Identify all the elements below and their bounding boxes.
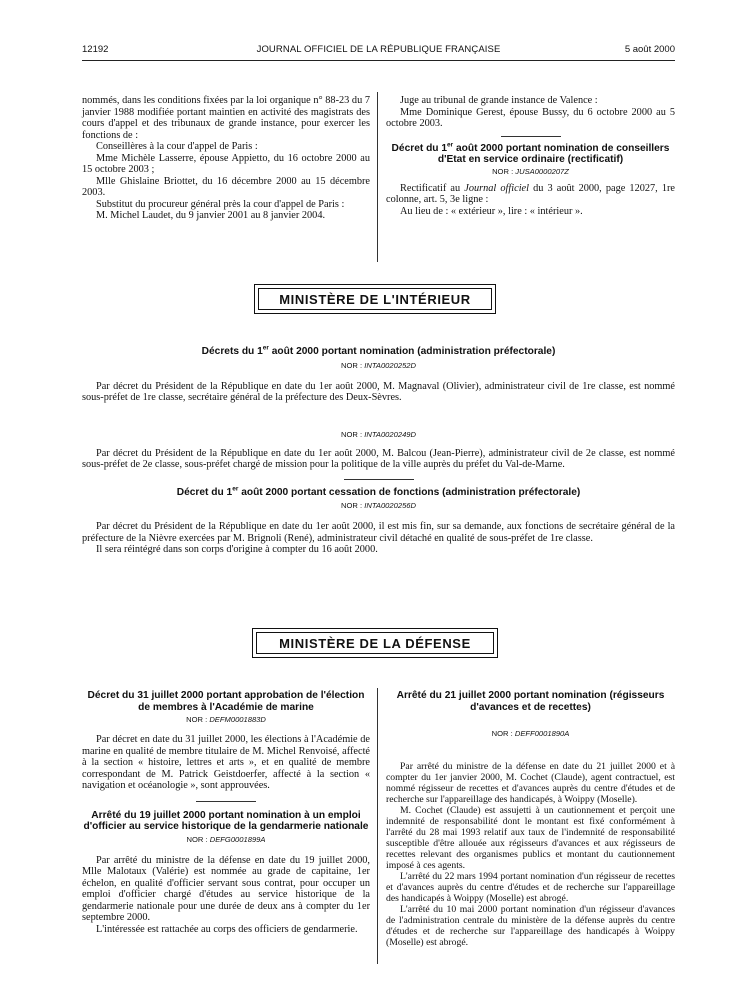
- paragraph: Par décret en date du 31 juillet 2000, les élections à l'Académie de marine en qualité de membre titulaire de M. Michel Renvoisé, affecté à la section « histoire, lettres et arts », et en qualité de membre correspondant de M. Patrick Geistdoerfer, affecté à la section « navigation et océanologie », sont approuvées.: [82, 734, 370, 792]
- issue-date: 5 août 2000: [624, 44, 675, 55]
- paragraph: Mme Dominique Gerest, épouse Bussy, du 6 octobre 2000 au 5 octobre 2003.: [386, 106, 675, 129]
- ministry-heading: MINISTÈRE DE L'INTÉRIEUR: [279, 292, 471, 307]
- decree-title: Décret du 1er août 2000 portant cessation de fonctions (administration préfectorale): [176, 485, 581, 498]
- column-divider: [377, 92, 378, 262]
- defense-right-column: [386, 690, 675, 948]
- nor-reference: NOR : DEFG0001899A: [186, 834, 266, 844]
- nor-reference: NOR : DEFF0001890A: [491, 729, 570, 739]
- paragraph: L'intéressée est rattachée au corps des officiers de gendarmerie.: [96, 923, 358, 935]
- header-rule: [82, 60, 675, 61]
- decree-title: Décret du 1er août 2000 portant nomination de conseillers d'Etat en service ordinaire (rectificatif): [391, 141, 670, 166]
- nor-reference: NOR : INTA0020252D: [341, 360, 416, 370]
- ministry-heading-box: [254, 284, 496, 314]
- nor-reference: NOR : INTA0020249D: [341, 429, 416, 439]
- top-left-column: [82, 95, 370, 222]
- paragraph: Substitut du procureur général près la cour d'appel de Paris :: [96, 198, 345, 210]
- separator: [501, 136, 561, 137]
- paragraph: Par décret du Président de la République en date du 1er août 2000, M. Magnaval (Olivier), administrateur civil de 1re classe, est nommé sous-préfet de 1re classe, secrétaire général de la préfecture des Deux-Sèvres.: [82, 380, 675, 404]
- paragraph: L'arrêté du 10 mai 2000 portant nomination d'un régisseur d'avances de l'administration centrale du ministère de la défense auprès du centre d'études et de recherche sur l'appareillage des handicapés à Woippy (Moselle) est abrogé.: [386, 904, 675, 949]
- journal-title: JOURNAL OFFICIEL DE LA RÉPUBLIQUE FRANÇAISE: [256, 44, 501, 55]
- separator: [344, 479, 414, 480]
- paragraph: Par décret du Président de la République en date du 1er août 2000, M. Balcou (Jean-Pierre), administrateur civil de 2e classe, est nommé sous-préfet de 2e classe, sous-préfet chargé de mission pour la politique de la ville auprès du préfet du Val-de-Marne.: [82, 447, 675, 471]
- paragraph: Mme Michèle Lasserre, épouse Appietto, du 16 octobre 2000 au 15 octobre 2003 ;: [82, 152, 370, 175]
- nor-reference: NOR : JUSA0000207Z: [492, 166, 569, 176]
- decree-title: Décrets du 1er août 2000 portant nomination (administration préfectorale): [201, 344, 556, 357]
- column-divider: [377, 688, 378, 964]
- decree-title: Décret du 31 juillet 2000 portant approbation de l'élection de membres à l'Académie de marine: [87, 690, 365, 713]
- paragraph: Rectificatif au Journal officiel du 3 août 2000, page 12027, 1re colonne, art. 5, 3e ligne :: [386, 182, 675, 206]
- paragraph: Par décret du Président de la République en date du 1er août 2000, il est mis fin, sur sa demande, aux fonctions de secrétaire général de la préfecture de la Nièvre exercées par M. Brignoli (René), administrateur civil détaché en qualité de sous-préfet de 1re classe.: [82, 521, 675, 544]
- paragraph: Conseillères à la cour d'appel de Paris :: [96, 141, 258, 152]
- paragraph: Par arrêté du ministre de la défense en date du 21 juillet 2000 et à compter du 1er janvier 2000, M. Cochet (Claude), agent contractuel, est nommé régisseur de recettes et d'avances auprès du centre d'études et de recherche sur l'appareillage des handicapés, à Woippy (Moselle).: [386, 761, 675, 806]
- page-number: 12192: [82, 44, 109, 55]
- decree-title: Arrêté du 19 juillet 2000 portant nomination à un emploi d'officier au service historique de la gendarmerie nationale: [83, 809, 369, 833]
- nor-reference: NOR : INTA0020256D: [341, 501, 416, 511]
- paragraph: Juge au tribunal de grande instance de Valence :: [400, 95, 598, 106]
- paragraph: M. Cochet (Claude) est assujetti à un cautionnement et perçoit une indemnité de responsabilité dont le montant est fixé conformément à l'arrêté du 28 mai 1993 relatif aux taux de l'indemnité de responsabilité susceptible d'être allouée aux régisseurs d'avances et aux régisseurs de recettes relevant des organismes publics et montant du cautionnement imposé à ces agents.: [386, 805, 675, 872]
- nor-reference: NOR : DEFM0001883D: [186, 715, 266, 725]
- paragraph: Mlle Ghislaine Briottet, du 16 décembre 2000 au 15 décembre 2003.: [82, 175, 370, 198]
- separator: [196, 801, 256, 802]
- decree-title: Arrêté du 21 juillet 2000 portant nomination (régisseurs d'avances et de recettes): [396, 690, 665, 713]
- paragraph: M. Michel Laudet, du 9 janvier 2001 au 8 janvier 2004.: [96, 210, 326, 221]
- paragraph: Au lieu de : « extérieur », lire : « intérieur ».: [400, 205, 583, 217]
- paragraph: Il sera réintégré dans son corps d'origine à compter du 16 août 2000.: [96, 544, 378, 556]
- ministry-heading-box: [252, 628, 498, 658]
- page-header: [82, 44, 675, 58]
- interior-section: [82, 346, 675, 556]
- paragraph: L'arrêté du 22 mars 1994 portant nomination d'un régisseur de recettes et d'avances auprès du centre d'études et de recherche sur l'appareillage des handicapés à Woippy (Moselle) est abrogé.: [386, 871, 675, 905]
- top-right-column: [386, 95, 675, 217]
- paragraph: Par arrêté du ministre de la défense en date du 19 juillet 2000, Mlle Malotaux (Valérie) est nommée au grade de capitaine, 1er échelon, en qualité d'officier servant sous contrat, pour occuper un emploi d'officier chargé d'études au service historique de la gendarmerie nationale pour une durée de deux ans à compter du 1er septembre 2000.: [82, 854, 370, 924]
- defense-left-column: [82, 690, 370, 935]
- paragraph: nommés, dans les conditions fixées par la loi organique n° 88-23 du 7 janvier 1988 modifiée portant maintien en activité des magistrats des cours d'appel et des tribunaux de grande instance, pour exercer les fonctions de :: [82, 95, 370, 141]
- ministry-heading: MINISTÈRE DE LA DÉFENSE: [279, 636, 471, 651]
